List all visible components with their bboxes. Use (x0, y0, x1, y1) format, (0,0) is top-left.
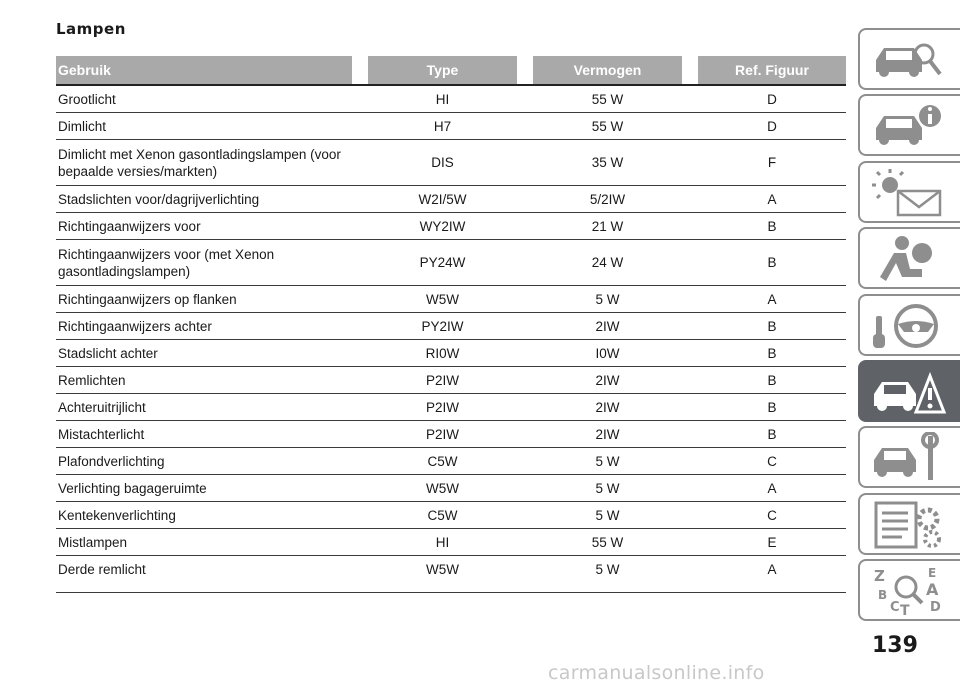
cell-type: HI (435, 534, 450, 550)
tab-emergency[interactable] (858, 360, 960, 422)
tab-warning-lights[interactable] (858, 161, 960, 223)
header-vermogen: Vermogen (533, 56, 682, 84)
index-letter: T (900, 603, 910, 618)
cell-gebruik: Richtingaanwijzers voor (58, 218, 201, 234)
cell-gebruik: Kentekenverlichting (58, 507, 176, 523)
header-gebruik: Gebruik (56, 56, 352, 84)
cell-type: P2IW (425, 426, 459, 442)
car-emergency-icon (868, 366, 948, 418)
cell-ref: C (767, 507, 777, 523)
cell-gebruik: Dimlicht (58, 118, 107, 134)
page-title: Lampen (56, 20, 126, 38)
cell-type: RI0W (425, 345, 460, 361)
lamp-table (56, 56, 846, 593)
cell-gebruik: Dimlicht met Xenon gasontladingslampen (voor bepaalde versies/markten) (58, 146, 341, 179)
tab-safety[interactable] (858, 227, 960, 289)
cell-vermogen: 5 W (595, 291, 620, 307)
technical-data-icon (868, 499, 948, 551)
cell-ref: B (767, 318, 777, 334)
cell-vermogen: I0W (595, 345, 620, 361)
index-letter: C (890, 600, 900, 616)
table-bottom-rule (56, 592, 846, 593)
table-row (56, 240, 846, 286)
index-letter: E (928, 566, 937, 581)
cell-ref: B (767, 426, 777, 442)
cell-type: C5W (427, 453, 458, 469)
cell-gebruik: Mistachterlicht (58, 426, 145, 442)
table-row (56, 340, 846, 367)
cell-type: PY2IW (421, 318, 464, 334)
table-row (56, 213, 846, 240)
cell-vermogen: 5 W (595, 561, 620, 577)
cell-gebruik: Richtingaanwijzers achter (58, 318, 212, 334)
cell-ref: A (767, 561, 777, 577)
table-row (56, 286, 846, 313)
index-letter: Z (874, 567, 885, 586)
car-info-icon (868, 100, 948, 152)
table-row (56, 556, 846, 582)
table-row (56, 367, 846, 394)
warning-light-message-icon (868, 167, 948, 219)
cell-gebruik: Derde remlicht (58, 561, 146, 577)
index-letter: A (926, 580, 939, 600)
cell-gebruik: Grootlicht (58, 91, 116, 107)
cell-gebruik: Mistlampen (58, 534, 128, 550)
cell-vermogen: 21 W (591, 218, 624, 234)
cell-ref: D (767, 118, 777, 134)
cell-type: H7 (433, 118, 452, 134)
steering-wheel-key-icon (868, 300, 948, 352)
header-type: Type (368, 56, 517, 84)
cell-vermogen: 55 W (591, 534, 624, 550)
cell-type: W2I/5W (418, 191, 467, 207)
cell-gebruik: Richtingaanwijzers voor (met Xenon gasontladingslampen) (58, 246, 275, 279)
cell-ref: D (767, 91, 777, 107)
header-ref-figuur: Ref. Figuur (698, 56, 846, 84)
table-row (56, 394, 846, 421)
cell-ref: A (767, 191, 777, 207)
cell-ref: B (767, 345, 777, 361)
cell-vermogen: 2IW (595, 399, 620, 415)
cell-vermogen: 35 W (591, 155, 624, 170)
cell-type: W5W (426, 561, 459, 577)
cell-vermogen: 5 W (595, 507, 620, 523)
cell-gebruik: Stadslicht achter (58, 345, 158, 361)
cell-gebruik: Remlichten (58, 372, 126, 388)
cell-vermogen: 2IW (595, 318, 620, 334)
table-row (56, 140, 846, 186)
index-letter: B (878, 588, 888, 603)
watermark: carmanualsonline.info (548, 662, 765, 684)
cell-gebruik: Plafondverlichting (58, 453, 165, 469)
cell-vermogen: 55 W (591, 118, 624, 134)
cell-ref: B (767, 255, 777, 270)
cell-vermogen: 2IW (595, 372, 620, 388)
car-maintenance-icon (868, 432, 948, 484)
table-row (56, 186, 846, 213)
cell-vermogen: 5 W (595, 480, 620, 496)
chapter-tabs (858, 28, 960, 626)
cell-type: WY2IW (419, 218, 466, 234)
table-row (56, 448, 846, 475)
cell-vermogen: 24 W (591, 255, 624, 270)
cell-ref: E (767, 534, 777, 550)
table-row (56, 113, 846, 140)
table-row (56, 421, 846, 448)
cell-gebruik: Richtingaanwijzers op flanken (58, 291, 237, 307)
car-search-icon (868, 34, 948, 86)
tab-index[interactable] (858, 559, 960, 621)
cell-ref: B (767, 372, 777, 388)
cell-type: P2IW (425, 372, 459, 388)
cell-type: P2IW (425, 399, 459, 415)
table-row (56, 313, 846, 340)
cell-ref: B (767, 218, 777, 234)
cell-type: W5W (426, 291, 459, 307)
table-header (56, 56, 846, 84)
cell-gebruik: Stadslichten voor/dagrijverlichting (58, 191, 260, 207)
index-letter: D (930, 600, 941, 616)
cell-ref: F (767, 155, 777, 170)
page-number: 139 (872, 633, 918, 658)
alphabetical-index-icon (868, 565, 948, 617)
cell-vermogen: 2IW (595, 426, 620, 442)
cell-type: C5W (427, 507, 458, 523)
cell-vermogen: 55 W (591, 91, 624, 107)
cell-vermogen: 5/2IW (589, 191, 626, 207)
cell-gebruik: Verlichting bagageruimte (58, 480, 207, 496)
table-row (56, 529, 846, 556)
airbag-person-icon (868, 233, 948, 285)
cell-ref: A (767, 291, 777, 307)
tab-car-search[interactable] (858, 28, 960, 90)
cell-type: DIS (431, 155, 454, 170)
tab-maintenance[interactable] (858, 426, 960, 488)
cell-gebruik: Achteruitrijlicht (58, 399, 146, 415)
tab-technical-data[interactable] (858, 493, 960, 555)
cell-type: HI (435, 91, 450, 107)
table-row (56, 86, 846, 113)
table-row (56, 475, 846, 502)
cell-ref: B (767, 399, 777, 415)
tab-starting-driving[interactable] (858, 294, 960, 356)
table-row (56, 502, 846, 529)
cell-vermogen: 5 W (595, 453, 620, 469)
tab-car-info[interactable] (858, 94, 960, 156)
cell-type: W5W (426, 480, 459, 496)
cell-ref: C (767, 453, 777, 469)
cell-type: PY24W (419, 255, 466, 270)
cell-ref: A (767, 480, 777, 496)
